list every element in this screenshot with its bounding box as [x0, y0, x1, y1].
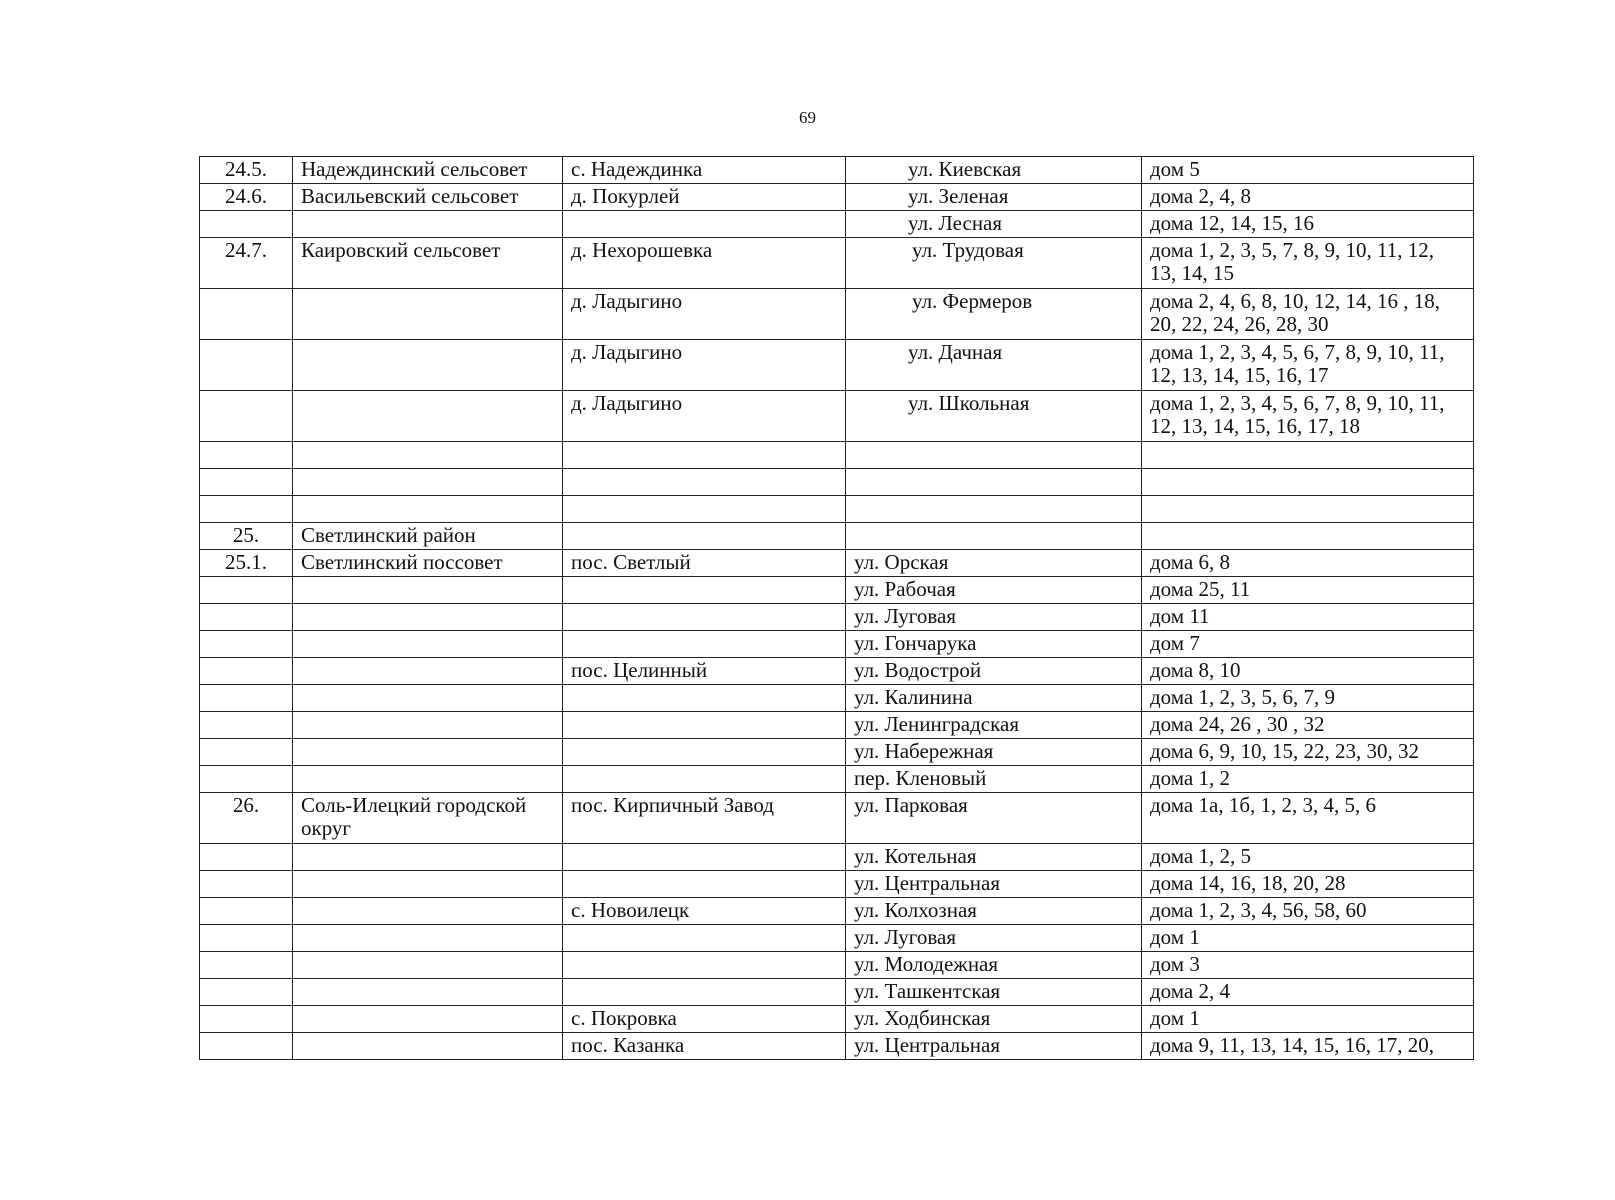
- municipality-cell: Светлинский поссовет: [293, 550, 563, 577]
- houses-cell: [1142, 442, 1474, 469]
- municipality-cell: [293, 442, 563, 469]
- table-row: [200, 211, 1474, 238]
- houses-cell: дома 1а, 1б, 1, 2, 3, 4, 5, 6: [1142, 793, 1474, 844]
- houses-cell: дома 12, 14, 15, 16: [1142, 211, 1474, 238]
- locality-cell: с. Надеждинка: [563, 157, 846, 184]
- table-row: [200, 604, 1474, 631]
- row-number-cell: 26.: [200, 793, 293, 844]
- row-number-cell: [200, 979, 293, 1006]
- houses-cell: дома 25, 11: [1142, 577, 1474, 604]
- row-number-cell: [200, 898, 293, 925]
- locality-cell: д. Ладыгино: [563, 340, 846, 391]
- locality-cell: пос. Целинный: [563, 658, 846, 685]
- street-cell: ул. Гончарука: [846, 631, 1142, 658]
- table-row: [200, 952, 1474, 979]
- street-cell: ул. Дачная: [846, 340, 1142, 391]
- street-cell: ул. Зеленая: [846, 184, 1142, 211]
- street-cell: ул. Калинина: [846, 685, 1142, 712]
- row-number-cell: [200, 289, 293, 340]
- houses-cell: дома 1, 2, 3, 5, 7, 8, 9, 10, 11, 12, 13, 14, 15: [1142, 238, 1474, 289]
- row-number-cell: 24.5.: [200, 157, 293, 184]
- municipality-cell: [293, 211, 563, 238]
- municipality-cell: [293, 979, 563, 1006]
- table-row: [200, 871, 1474, 898]
- municipality-cell: [293, 952, 563, 979]
- locality-cell: д. Покурлей: [563, 184, 846, 211]
- table-row: [200, 391, 1474, 442]
- houses-cell: дома 2, 4, 8: [1142, 184, 1474, 211]
- locality-cell: пос. Казанка: [563, 1033, 846, 1060]
- municipality-cell: Каировский сельсовет: [293, 238, 563, 289]
- street-cell: ул. Водострой: [846, 658, 1142, 685]
- row-number-cell: 24.6.: [200, 184, 293, 211]
- municipality-cell: [293, 925, 563, 952]
- municipality-cell: [293, 496, 563, 523]
- municipality-cell: [293, 340, 563, 391]
- municipality-cell: Светлинский район: [293, 523, 563, 550]
- street-cell: ул. Колхозная: [846, 898, 1142, 925]
- table-row: [200, 712, 1474, 739]
- municipality-cell: [293, 844, 563, 871]
- municipality-cell: [293, 685, 563, 712]
- municipality-cell: [293, 391, 563, 442]
- street-cell: [846, 496, 1142, 523]
- address-table-body: [200, 157, 1474, 1060]
- row-number-cell: [200, 952, 293, 979]
- row-number-cell: [200, 604, 293, 631]
- locality-cell: [563, 604, 846, 631]
- street-cell: ул. Трудовая: [846, 238, 1142, 289]
- street-cell: ул. Ленинградская: [846, 712, 1142, 739]
- table-row: [200, 898, 1474, 925]
- street-cell: ул. Луговая: [846, 925, 1142, 952]
- street-cell: ул. Ходбинская: [846, 1006, 1142, 1033]
- row-number-cell: [200, 577, 293, 604]
- row-number-cell: [200, 739, 293, 766]
- houses-cell: дома 2, 4: [1142, 979, 1474, 1006]
- municipality-cell: [293, 871, 563, 898]
- municipality-cell: [293, 658, 563, 685]
- table-row: [200, 340, 1474, 391]
- locality-cell: [563, 631, 846, 658]
- page-number: 69: [799, 108, 816, 127]
- locality-cell: [563, 496, 846, 523]
- municipality-cell: [293, 469, 563, 496]
- table-row: [200, 631, 1474, 658]
- table-row: [200, 1033, 1474, 1060]
- street-cell: ул. Центральная: [846, 871, 1142, 898]
- table-row: [200, 766, 1474, 793]
- municipality-cell: [293, 577, 563, 604]
- municipality-cell: [293, 1006, 563, 1033]
- locality-cell: [563, 952, 846, 979]
- street-cell: ул. Орская: [846, 550, 1142, 577]
- row-number-cell: [200, 712, 293, 739]
- street-cell: ул. Котельная: [846, 844, 1142, 871]
- houses-cell: дома 1, 2, 3, 5, 6, 7, 9: [1142, 685, 1474, 712]
- row-number-cell: 24.7.: [200, 238, 293, 289]
- table-row: [200, 844, 1474, 871]
- locality-cell: [563, 871, 846, 898]
- municipality-cell: Надеждинский сельсовет: [293, 157, 563, 184]
- table-row: [200, 184, 1474, 211]
- row-number-cell: [200, 871, 293, 898]
- street-cell: пер. Кленовый: [846, 766, 1142, 793]
- street-cell: [846, 523, 1142, 550]
- houses-cell: дома 2, 4, 6, 8, 10, 12, 14, 16 , 18, 20, 22, 24, 26, 28, 30: [1142, 289, 1474, 340]
- street-cell: [846, 469, 1142, 496]
- houses-cell: дома 6, 9, 10, 15, 22, 23, 30, 32: [1142, 739, 1474, 766]
- locality-cell: [563, 925, 846, 952]
- row-number-cell: [200, 1033, 293, 1060]
- table-row: [200, 1006, 1474, 1033]
- houses-cell: дома 1, 2, 5: [1142, 844, 1474, 871]
- table-row: [200, 658, 1474, 685]
- street-cell: ул. Фермеров: [846, 289, 1142, 340]
- row-number-cell: [200, 766, 293, 793]
- houses-cell: дома 8, 10: [1142, 658, 1474, 685]
- municipality-cell: [293, 289, 563, 340]
- houses-cell: дом 5: [1142, 157, 1474, 184]
- row-number-cell: [200, 469, 293, 496]
- table-row: [200, 685, 1474, 712]
- houses-cell: [1142, 469, 1474, 496]
- table-row-empty: [200, 442, 1474, 469]
- houses-cell: [1142, 523, 1474, 550]
- locality-cell: [563, 766, 846, 793]
- houses-cell: дом 1: [1142, 1006, 1474, 1033]
- locality-cell: [563, 712, 846, 739]
- locality-cell: [563, 739, 846, 766]
- row-number-cell: [200, 340, 293, 391]
- address-table-wrapper: [199, 156, 1473, 1060]
- locality-cell: [563, 979, 846, 1006]
- houses-cell: дома 6, 8: [1142, 550, 1474, 577]
- locality-cell: д. Ладыгино: [563, 391, 846, 442]
- table-row: [200, 577, 1474, 604]
- locality-cell: с. Покровка: [563, 1006, 846, 1033]
- row-number-cell: [200, 925, 293, 952]
- table-row-empty: [200, 469, 1474, 496]
- locality-cell: с. Новоилецк: [563, 898, 846, 925]
- row-number-cell: [200, 211, 293, 238]
- houses-cell: дом 3: [1142, 952, 1474, 979]
- locality-cell: [563, 844, 846, 871]
- row-number-cell: [200, 685, 293, 712]
- houses-cell: дом 11: [1142, 604, 1474, 631]
- street-cell: ул. Рабочая: [846, 577, 1142, 604]
- row-number-cell: [200, 442, 293, 469]
- table-row: [200, 793, 1474, 844]
- street-cell: ул. Ташкентская: [846, 979, 1142, 1006]
- row-number-cell: [200, 391, 293, 442]
- street-cell: ул. Киевская: [846, 157, 1142, 184]
- table-row: [200, 925, 1474, 952]
- locality-cell: д. Нехорошевка: [563, 238, 846, 289]
- row-number-cell: [200, 658, 293, 685]
- street-cell: [846, 442, 1142, 469]
- table-row: [200, 289, 1474, 340]
- municipality-cell: Васильевский сельсовет: [293, 184, 563, 211]
- row-number-cell: [200, 496, 293, 523]
- municipality-cell: [293, 898, 563, 925]
- locality-cell: [563, 523, 846, 550]
- locality-cell: [563, 211, 846, 238]
- street-cell: ул. Набережная: [846, 739, 1142, 766]
- locality-cell: пос. Кирпичный Завод: [563, 793, 846, 844]
- houses-cell: дома 1, 2, 3, 4, 56, 58, 60: [1142, 898, 1474, 925]
- locality-cell: пос. Светлый: [563, 550, 846, 577]
- locality-cell: [563, 469, 846, 496]
- row-number-cell: [200, 631, 293, 658]
- table-row: [200, 739, 1474, 766]
- houses-cell: дома 24, 26 , 30 , 32: [1142, 712, 1474, 739]
- street-cell: ул. Центральная: [846, 1033, 1142, 1060]
- street-cell: ул. Молодежная: [846, 952, 1142, 979]
- table-row-empty: [200, 496, 1474, 523]
- row-number-cell: [200, 844, 293, 871]
- row-number-cell: 25.: [200, 523, 293, 550]
- municipality-cell: [293, 604, 563, 631]
- municipality-cell: [293, 766, 563, 793]
- street-cell: ул. Школьная: [846, 391, 1142, 442]
- table-row: [200, 979, 1474, 1006]
- municipality-cell: [293, 631, 563, 658]
- locality-cell: [563, 685, 846, 712]
- table-row: [200, 238, 1474, 289]
- houses-cell: дом 7: [1142, 631, 1474, 658]
- houses-cell: дом 1: [1142, 925, 1474, 952]
- municipality-cell: [293, 1033, 563, 1060]
- address-table: [199, 156, 1474, 1060]
- row-number-cell: [200, 1006, 293, 1033]
- houses-cell: дома 1, 2, 3, 4, 5, 6, 7, 8, 9, 10, 11, 12, 13, 14, 15, 16, 17, 18: [1142, 391, 1474, 442]
- locality-cell: д. Ладыгино: [563, 289, 846, 340]
- table-row: [200, 157, 1474, 184]
- street-cell: ул. Луговая: [846, 604, 1142, 631]
- houses-cell: дома 14, 16, 18, 20, 28: [1142, 871, 1474, 898]
- locality-cell: [563, 442, 846, 469]
- houses-cell: [1142, 496, 1474, 523]
- table-row: [200, 523, 1474, 550]
- street-cell: ул. Парковая: [846, 793, 1142, 844]
- locality-cell: [563, 577, 846, 604]
- table-row: [200, 550, 1474, 577]
- municipality-cell: Соль-Илецкий городской округ: [293, 793, 563, 844]
- municipality-cell: [293, 712, 563, 739]
- street-cell: ул. Лесная: [846, 211, 1142, 238]
- houses-cell: дома 1, 2, 3, 4, 5, 6, 7, 8, 9, 10, 11, 12, 13, 14, 15, 16, 17: [1142, 340, 1474, 391]
- houses-cell: дома 1, 2: [1142, 766, 1474, 793]
- houses-cell: дома 9, 11, 13, 14, 15, 16, 17, 20,: [1142, 1033, 1474, 1060]
- municipality-cell: [293, 739, 563, 766]
- row-number-cell: 25.1.: [200, 550, 293, 577]
